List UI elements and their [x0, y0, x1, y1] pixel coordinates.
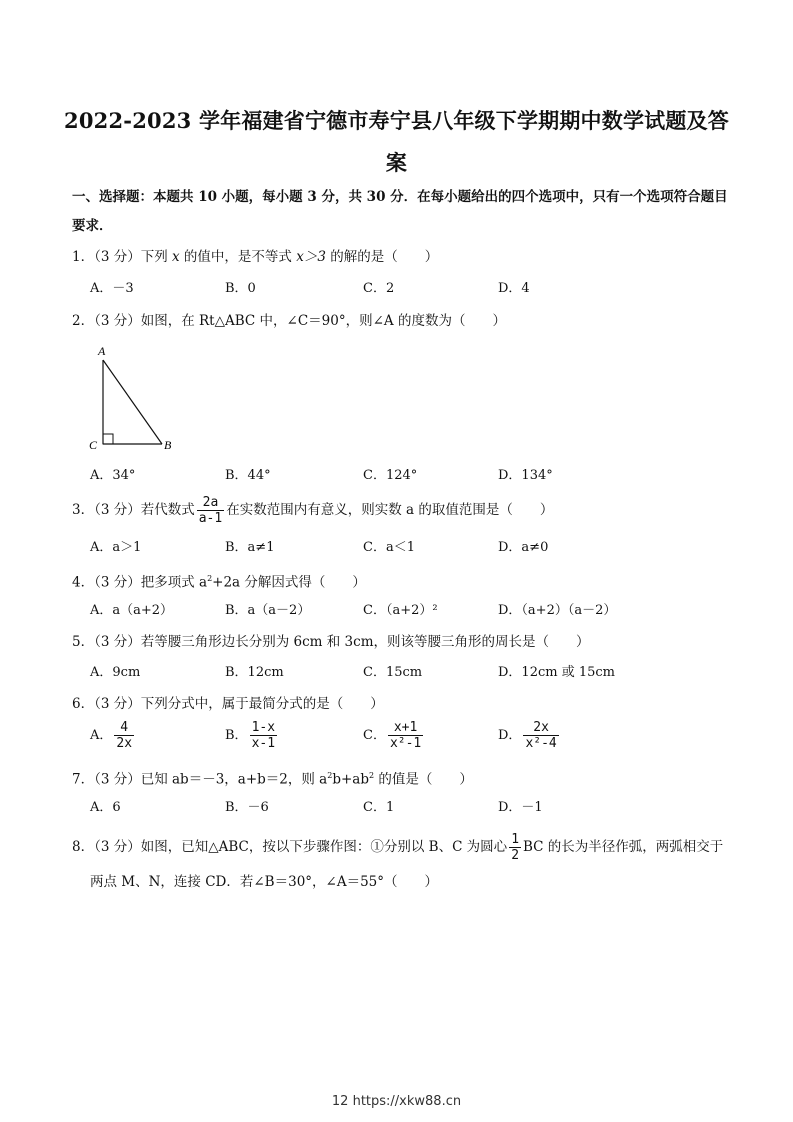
q3-option-c: C．a＜1 [363, 540, 415, 555]
q2-option-b: B．44° [225, 468, 271, 483]
q2-option-a: A．34° [90, 468, 136, 483]
q6-option-b: B． $\frac{1-x}{x-1}$ [225, 720, 276, 751]
question-4: 4．（3 分）把多项式 $a^2+2a$ 分解因式得（ ） [72, 574, 366, 591]
q4-option-d: D．（a+2）（a－2） [498, 603, 617, 618]
q5-option-a: A．9cm [90, 665, 141, 680]
q7-option-a: A．6 [90, 800, 121, 815]
q6-option-c: C． $\frac{x+1}{\text{x²-1}}$ [363, 720, 422, 751]
question-5: 5．（3 分）若等腰三角形边长分别为 6cm 和 3cm，则该等腰三角形的周长是（ ） [72, 634, 590, 650]
vertex-label-a: A [98, 344, 106, 358]
question-7: 7．（3 分）已知 ab＝－3，a+b＝2，则 $a^2b+ab^2$ 的值是（ ） [72, 771, 473, 788]
q5-option-d: D．12cm 或 15cm [498, 665, 615, 680]
q4-option-a: A．a（a+2） [90, 603, 174, 618]
q1-option-d: D．4 [498, 281, 530, 296]
question-2: 2．（3 分）如图，在 Rt△ABC 中，∠C＝90°，则∠A 的度数为（ ） [72, 313, 506, 329]
page-footer: 12 https://xkw88.cn [331, 1094, 462, 1109]
q7-option-d: D．－1 [498, 800, 543, 815]
q3-option-b: B．a≠1 [225, 540, 275, 555]
q3-fraction: $\frac{2a}{a-1}$ [198, 495, 223, 526]
q8-fraction: $\frac{1}{2}$ [511, 832, 520, 863]
question-1: 1．（3 分）下列 x 的值中，是不等式 x＞3 的解的是（ ） [72, 249, 439, 265]
q2-option-c: C．124° [363, 468, 418, 483]
q7-option-b: B．－6 [225, 800, 269, 815]
q1-option-c: C．2 [363, 281, 395, 296]
page-title: 2022-2023 学年福建省宁德市寿宁县八年级下学期期中数学试题及答案 [64, 108, 729, 175]
q3-option-d: D．a≠0 [498, 540, 549, 555]
q1-option-a: A．－3 [90, 281, 134, 296]
q5-option-c: C．15cm [363, 665, 423, 680]
question-8: 8．（3 分）如图，已知△ABC，按以下步骤作图：①分别以 B、C 为圆心 $\frac{1}{2}$ BC 的长为半径作弧，两弧相交于 [72, 832, 724, 863]
q7-option-c: C．1 [363, 800, 395, 815]
q1-option-b: B．0 [225, 281, 256, 296]
q4-option-b: B．a（a－2） [225, 603, 311, 618]
question-3: 3．（3 分）若代数式 $\frac{2a}{a-1}$ 在实数范围内有意义，则实数 a 的取值范围是（ ） [72, 495, 554, 526]
q3-option-a: A．a＞1 [90, 540, 142, 555]
q2-option-d: D．134° [498, 468, 553, 483]
vertex-label-c: C [89, 438, 98, 452]
vertex-label-b: B [164, 438, 172, 452]
q6-option-a: A． $\frac{4}{2x}$ [90, 720, 133, 751]
q4-option-c: C．（a+2）² [363, 603, 438, 618]
question-6: 6．（3 分）下列分式中，属于最简分式的是（ ） [72, 696, 384, 712]
section-heading: 一、选择题：本题共 10 小题，每小题 3 分，共 30 分．在每小题给出的四个选项中，只有一个选项符合题目要求． [72, 189, 728, 234]
q6-option-d: D． $\frac{2x}{\text{x²-4}}$ [498, 720, 557, 751]
q5-option-b: B．12cm [225, 665, 284, 680]
question-8-continued: 两点 M、N，连接 CD．若∠B＝30°，∠A＝55°（ ） [90, 874, 439, 890]
right-triangle-figure [88, 342, 188, 452]
